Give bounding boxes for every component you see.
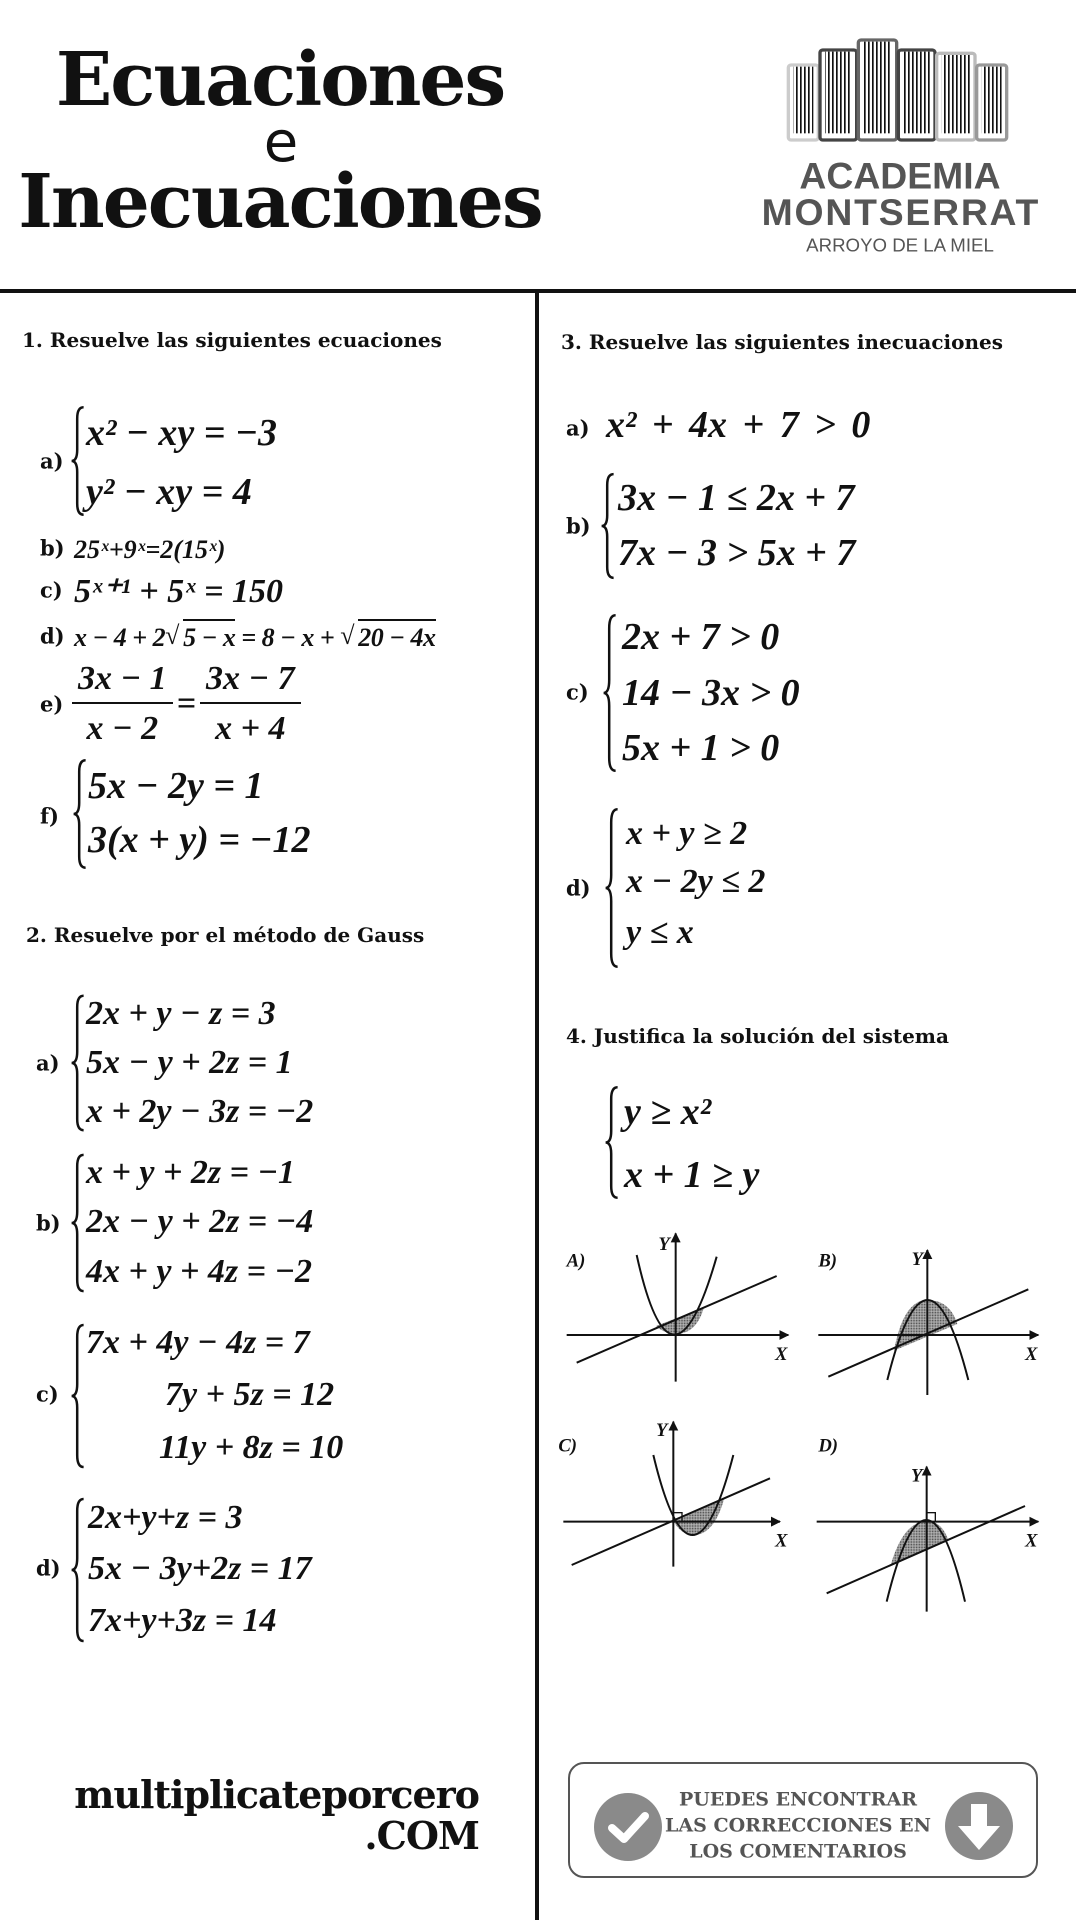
equation: 5x − y + 2z = 1 xyxy=(86,1044,293,1081)
graph-option-c[interactable] xyxy=(563,1422,780,1567)
equation: 5x − 3y+2z = 17 xyxy=(88,1550,312,1587)
item-label: a) xyxy=(566,415,590,441)
equation: 7x + 4y − 4z = 7 xyxy=(86,1324,310,1361)
equation: x + 2y − 3z = −2 xyxy=(86,1093,314,1130)
numerator: 3x − 1 xyxy=(72,662,173,704)
inequality: y ≥ x² xyxy=(624,1091,712,1133)
site-domain: .COM xyxy=(364,1813,479,1858)
equation: 2x − y + 2z = −4 xyxy=(86,1203,314,1240)
fraction-equation xyxy=(72,662,301,746)
graph-label: C) xyxy=(558,1435,577,1457)
item-label: b) xyxy=(36,1210,61,1236)
item-label: c) xyxy=(40,577,63,603)
equation: 4x + y + 4z = −2 xyxy=(86,1253,313,1290)
inequality: 7x − 3 > 5x + 7 xyxy=(618,532,856,574)
equation xyxy=(74,625,436,651)
equation: 5x − 2y = 1 xyxy=(88,765,264,807)
item-label: a) xyxy=(36,1050,60,1076)
brace-icon xyxy=(70,993,86,1133)
equation-part: = 8 − x + xyxy=(235,623,341,652)
graph-label: A) xyxy=(566,1250,586,1272)
section-3-heading: 3. Resuelve las siguientes inecuaciones xyxy=(561,330,1004,354)
equation: 7y + 5z = 12 xyxy=(165,1376,335,1413)
title-line-2: Inecuaciones xyxy=(18,159,542,245)
inequality: y ≤ x xyxy=(626,914,694,951)
graph-option-d[interactable] xyxy=(817,1467,1039,1612)
brace-icon xyxy=(604,806,620,970)
axis-label: Y xyxy=(658,1234,670,1255)
section-2-heading: 2. Resuelve por el método de Gauss xyxy=(26,923,425,947)
equation: x + y + 2z = −1 xyxy=(86,1154,296,1191)
graph-option-a[interactable] xyxy=(567,1233,789,1381)
inequality: 14 − 3x > 0 xyxy=(622,672,800,714)
numerator: 3x − 7 xyxy=(200,662,301,704)
denominator: x − 2 xyxy=(86,710,159,747)
inequality: 3x − 1 ≤ 2x + 7 xyxy=(618,477,855,519)
item-label: b) xyxy=(566,513,591,539)
item-label: e) xyxy=(40,691,64,717)
axis-label: X xyxy=(1025,1530,1038,1552)
inequality: x² + 4x + 7 > 0 xyxy=(606,404,871,446)
books-icon xyxy=(788,40,1006,140)
axis-label: Y xyxy=(656,1420,668,1441)
item-label: d) xyxy=(566,875,591,901)
item-label: c) xyxy=(566,679,589,705)
equation: x² − xy = −3 xyxy=(86,412,277,454)
inequality: 5x + 1 > 0 xyxy=(622,727,780,769)
item-label: b) xyxy=(40,535,65,561)
answer-graphs xyxy=(540,1200,1080,1620)
title-line-1: Ecuaciones xyxy=(55,37,505,123)
logo-line-3: ARROYO DE LA MIEL xyxy=(806,234,994,256)
equation: 25ˣ+9ˣ=2(15ˣ) xyxy=(74,535,226,564)
item-label: d) xyxy=(36,1555,61,1581)
brace-icon xyxy=(70,1152,86,1294)
brace-icon xyxy=(70,1322,86,1470)
equation: y² − xy = 4 xyxy=(86,471,252,513)
item-label: a) xyxy=(40,448,64,474)
site-name: multiplicateporcero xyxy=(74,1772,479,1817)
academia-logo xyxy=(740,20,1060,260)
radical: √ 20 − 4x xyxy=(358,619,435,652)
inequality: x + y ≥ 2 xyxy=(626,815,748,852)
graph-label: B) xyxy=(818,1250,837,1272)
axis-label: X xyxy=(775,1530,788,1552)
equals-sign: = xyxy=(176,685,196,722)
equation: 7x+y+3z = 14 xyxy=(88,1602,277,1639)
title-connector: e xyxy=(263,110,297,175)
brace-icon xyxy=(70,405,86,517)
brace-icon xyxy=(600,472,616,580)
equation: 2x + y − z = 3 xyxy=(86,995,276,1032)
item-label: c) xyxy=(36,1381,59,1407)
column-divider xyxy=(535,291,539,1920)
brace-icon xyxy=(72,758,88,870)
item-label: f) xyxy=(40,803,59,829)
logo-line-2: MONTSERRAT xyxy=(761,191,1039,233)
notice-line: LOS COMENTARIOS xyxy=(689,1840,907,1863)
notice-line: LAS CORRECCIONES EN xyxy=(665,1814,931,1837)
item-label: d) xyxy=(40,623,65,649)
equation: 5ˣ⁺¹ + 5ˣ = 150 xyxy=(74,573,283,610)
axis-label: X xyxy=(775,1344,788,1365)
equation: 3(x + y) = −12 xyxy=(88,819,311,861)
section-1-heading: 1. Resuelve las siguientes ecuaciones xyxy=(22,328,442,352)
equation: 11y + 8z = 10 xyxy=(159,1429,344,1466)
axis-label: Y xyxy=(911,1465,923,1487)
brace-icon xyxy=(70,1496,86,1644)
logo-line-1: ACADEMIA xyxy=(799,154,1001,197)
inequality: x + 1 ≥ y xyxy=(624,1154,760,1196)
graph-option-b[interactable] xyxy=(818,1250,1038,1395)
axis-label: X xyxy=(1025,1344,1038,1365)
notice-line: PUEDES ENCONTRAR xyxy=(679,1788,917,1811)
axis-label: Y xyxy=(911,1249,924,1270)
inequality: x − 2y ≤ 2 xyxy=(626,863,766,900)
equation-part: x − 4 + 2 xyxy=(74,623,166,652)
section-4-heading: 4. Justifica la solución del sistema xyxy=(566,1024,949,1048)
inequality: 2x + 7 > 0 xyxy=(622,616,780,658)
denominator: x + 4 xyxy=(215,710,286,747)
radical: √ 5 − x xyxy=(183,619,235,652)
graph-label: D) xyxy=(818,1435,839,1457)
equation: 2x+y+z = 3 xyxy=(88,1499,243,1536)
brace-icon xyxy=(602,612,618,774)
brace-icon xyxy=(604,1085,620,1200)
